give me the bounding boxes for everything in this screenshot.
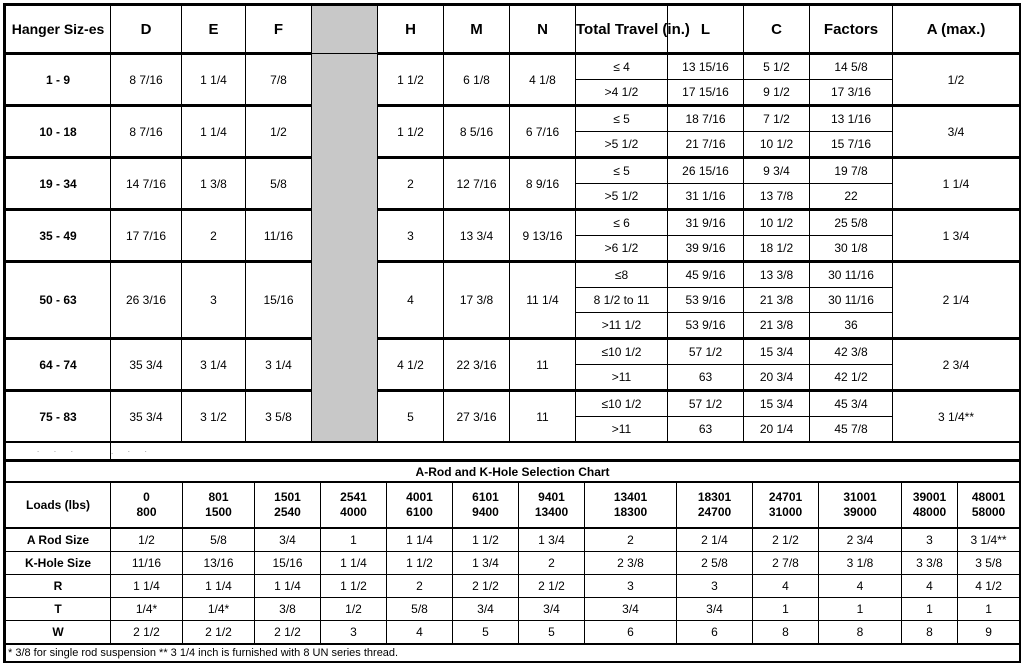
c-cell: 18 1/2 bbox=[744, 236, 810, 262]
selection-value-cell: 1 1/2 bbox=[321, 575, 387, 598]
c-cell: 21 3/8 bbox=[744, 313, 810, 339]
e-cell: 2 bbox=[182, 210, 246, 262]
factors-cell: 15 7/16 bbox=[810, 132, 893, 158]
total-travel-cell: ≤ 5 bbox=[576, 106, 668, 132]
m-cell: 8 5/16 bbox=[444, 106, 510, 158]
m-cell: 22 3/16 bbox=[444, 339, 510, 391]
selection-value-cell: 11/16 bbox=[111, 552, 183, 575]
load-range-cell bbox=[902, 482, 958, 528]
header-a-max: A (max.) bbox=[893, 6, 1020, 54]
selection-value-cell: 1 3/4 bbox=[519, 528, 585, 552]
selection-value-cell: 1/4* bbox=[111, 598, 183, 621]
selection-value-cell: 1 1/4 bbox=[183, 575, 255, 598]
h-cell: 5 bbox=[378, 391, 444, 443]
h-cell: 1 1/2 bbox=[378, 106, 444, 158]
selection-value-cell: 2 1/2 bbox=[111, 621, 183, 645]
spacer-cell-right: . · · bbox=[111, 442, 1020, 460]
total-travel-cell: >11 bbox=[576, 365, 668, 391]
selection-row-label: A Rod Size bbox=[6, 528, 111, 552]
selection-value-cell: 13/16 bbox=[183, 552, 255, 575]
loads-label: Loads (lbs) bbox=[6, 482, 111, 528]
load-range-cell bbox=[819, 482, 902, 528]
selection-value-cell: 2 5/8 bbox=[677, 552, 753, 575]
selection-value-cell: 2 bbox=[387, 575, 453, 598]
l-cell: 63 bbox=[668, 417, 744, 443]
c-cell: 7 1/2 bbox=[744, 106, 810, 132]
e-cell: 3 bbox=[182, 262, 246, 339]
l-cell: 53 9/16 bbox=[668, 288, 744, 313]
selection-value-cell: 2 7/8 bbox=[753, 552, 819, 575]
selection-chart-title: A-Rod and K-Hole Selection Chart bbox=[6, 462, 1020, 483]
selection-row-label: R bbox=[6, 575, 111, 598]
total-travel-cell: >5 1/2 bbox=[576, 184, 668, 210]
c-cell: 21 3/8 bbox=[744, 288, 810, 313]
load-range-max: 9400 bbox=[472, 505, 499, 519]
l-cell: 18 7/16 bbox=[668, 106, 744, 132]
header-f: F bbox=[246, 6, 312, 54]
selection-value-cell: 1 1/4 bbox=[321, 552, 387, 575]
l-cell: 39 9/16 bbox=[668, 236, 744, 262]
selection-value-cell: 3 5/8 bbox=[958, 552, 1020, 575]
header-blank-column bbox=[312, 6, 378, 54]
total-travel-cell: >5 1/2 bbox=[576, 132, 668, 158]
l-cell: 17 15/16 bbox=[668, 80, 744, 106]
selection-value-cell: 2 1/2 bbox=[519, 575, 585, 598]
total-travel-cell: ≤ 5 bbox=[576, 158, 668, 184]
selection-value-cell: 4 bbox=[753, 575, 819, 598]
selection-value-cell: 1 3/4 bbox=[453, 552, 519, 575]
load-range-max: 2540 bbox=[274, 505, 301, 519]
footnote-text: * 3/8 for single rod suspension ** 3 1/4 inch is furnished with 8 UN series thread. bbox=[6, 644, 1020, 662]
c-cell: 9 3/4 bbox=[744, 158, 810, 184]
total-travel-cell: ≤ 6 bbox=[576, 210, 668, 236]
selection-value-cell: 2 bbox=[519, 552, 585, 575]
l-cell: 57 1/2 bbox=[668, 339, 744, 365]
header-l: L bbox=[668, 6, 744, 54]
l-cell: 26 15/16 bbox=[668, 158, 744, 184]
factors-cell: 45 3/4 bbox=[810, 391, 893, 417]
selection-value-cell: 4 bbox=[819, 575, 902, 598]
a-max-cell: 3/4 bbox=[893, 106, 1020, 158]
hanger-row bbox=[6, 54, 1020, 80]
header-factors: Factors bbox=[810, 6, 893, 54]
d-cell: 17 7/16 bbox=[111, 210, 182, 262]
selection-value-cell: 5/8 bbox=[387, 598, 453, 621]
load-range-min: 24701 bbox=[768, 490, 803, 504]
factors-cell: 22 bbox=[810, 184, 893, 210]
factors-cell: 19 7/8 bbox=[810, 158, 893, 184]
d-cell: 8 7/16 bbox=[111, 54, 182, 106]
selection-value-cell: 1/2 bbox=[321, 598, 387, 621]
m-cell: 13 3/4 bbox=[444, 210, 510, 262]
selection-value-cell: 8 bbox=[753, 621, 819, 645]
load-range-cell bbox=[677, 482, 753, 528]
total-travel-cell: 8 1/2 to 11 bbox=[576, 288, 668, 313]
load-range-cell bbox=[453, 482, 519, 528]
e-cell: 1 1/4 bbox=[182, 106, 246, 158]
f-cell: 15/16 bbox=[246, 262, 312, 339]
c-cell: 5 1/2 bbox=[744, 54, 810, 80]
load-range-min: 39001 bbox=[912, 490, 947, 504]
n-cell: 4 1/8 bbox=[510, 54, 576, 106]
h-cell: 2 bbox=[378, 158, 444, 210]
load-range-max: 39000 bbox=[843, 505, 877, 519]
a-max-cell: 1/2 bbox=[893, 54, 1020, 106]
selection-chart-title-row bbox=[6, 462, 1020, 483]
selection-value-cell: 6 bbox=[585, 621, 677, 645]
factors-cell: 36 bbox=[810, 313, 893, 339]
l-cell: 31 9/16 bbox=[668, 210, 744, 236]
load-range-cell bbox=[585, 482, 677, 528]
f-cell: 5/8 bbox=[246, 158, 312, 210]
footnote-row bbox=[6, 644, 1020, 662]
load-range-max: 58000 bbox=[971, 505, 1006, 519]
loads-row bbox=[6, 482, 1020, 528]
factors-cell: 13 1/16 bbox=[810, 106, 893, 132]
e-cell: 3 1/2 bbox=[182, 391, 246, 443]
load-range-cell bbox=[111, 482, 183, 528]
selection-value-cell: 3/8 bbox=[255, 598, 321, 621]
selection-value-cell: 3 1/8 bbox=[819, 552, 902, 575]
c-cell: 20 1/4 bbox=[744, 417, 810, 443]
total-travel-cell: >6 1/2 bbox=[576, 236, 668, 262]
selection-value-cell: 15/16 bbox=[255, 552, 321, 575]
selection-value-cell: 5 bbox=[453, 621, 519, 645]
h-cell: 1 1/2 bbox=[378, 54, 444, 106]
selection-value-cell: 1 bbox=[819, 598, 902, 621]
d-cell: 8 7/16 bbox=[111, 106, 182, 158]
selection-row bbox=[6, 598, 1020, 621]
load-range-max: 6100 bbox=[406, 505, 433, 519]
selection-value-cell: 2 3/4 bbox=[819, 528, 902, 552]
n-cell: 11 bbox=[510, 339, 576, 391]
hanger-size-cell: 1 - 9 bbox=[6, 54, 111, 106]
hanger-row bbox=[6, 339, 1020, 365]
header-total-travel: Total Travel (in.) bbox=[576, 6, 668, 54]
header-hanger-size: Hanger Siz-es bbox=[6, 6, 111, 54]
selection-value-cell: 1 bbox=[902, 598, 958, 621]
selection-value-cell: 2 1/2 bbox=[453, 575, 519, 598]
selection-value-cell: 1/4* bbox=[183, 598, 255, 621]
e-cell: 1 1/4 bbox=[182, 54, 246, 106]
selection-value-cell: 4 bbox=[387, 621, 453, 645]
selection-value-cell: 3 bbox=[902, 528, 958, 552]
header-n: N bbox=[510, 6, 576, 54]
factors-cell: 30 1/8 bbox=[810, 236, 893, 262]
load-range-min: 0 bbox=[143, 490, 150, 504]
selection-value-cell: 6 bbox=[677, 621, 753, 645]
selection-value-cell: 3/4 bbox=[453, 598, 519, 621]
selection-value-cell: 5/8 bbox=[183, 528, 255, 552]
f-cell: 3 5/8 bbox=[246, 391, 312, 443]
selection-row bbox=[6, 575, 1020, 598]
d-cell: 35 3/4 bbox=[111, 339, 182, 391]
load-range-min: 6101 bbox=[472, 490, 499, 504]
selection-value-cell: 3 3/8 bbox=[902, 552, 958, 575]
selection-value-cell: 1 1/4 bbox=[255, 575, 321, 598]
c-cell: 9 1/2 bbox=[744, 80, 810, 106]
l-cell: 31 1/16 bbox=[668, 184, 744, 210]
load-range-cell bbox=[958, 482, 1020, 528]
h-cell: 4 bbox=[378, 262, 444, 339]
m-cell: 12 7/16 bbox=[444, 158, 510, 210]
f-cell: 3 1/4 bbox=[246, 339, 312, 391]
selection-row-label: W bbox=[6, 621, 111, 645]
c-cell: 15 3/4 bbox=[744, 339, 810, 365]
c-cell: 20 3/4 bbox=[744, 365, 810, 391]
load-range-cell bbox=[255, 482, 321, 528]
hanger-dimensions-table bbox=[5, 5, 1020, 461]
factors-cell: 25 5/8 bbox=[810, 210, 893, 236]
blank-gray-column bbox=[312, 54, 378, 443]
a-max-cell: 3 1/4** bbox=[893, 391, 1020, 443]
factors-cell: 17 3/16 bbox=[810, 80, 893, 106]
hanger-row bbox=[6, 158, 1020, 184]
n-cell: 8 9/16 bbox=[510, 158, 576, 210]
selection-value-cell: 9 bbox=[958, 621, 1020, 645]
blank-spacer-row bbox=[6, 442, 1020, 460]
hanger-row bbox=[6, 391, 1020, 417]
selection-value-cell: 1 1/4 bbox=[387, 528, 453, 552]
l-cell: 57 1/2 bbox=[668, 391, 744, 417]
hanger-size-cell: 35 - 49 bbox=[6, 210, 111, 262]
factors-cell: 42 3/8 bbox=[810, 339, 893, 365]
load-range-cell bbox=[321, 482, 387, 528]
hanger-row bbox=[6, 210, 1020, 236]
selection-value-cell: 2 1/2 bbox=[183, 621, 255, 645]
c-cell: 15 3/4 bbox=[744, 391, 810, 417]
f-cell: 7/8 bbox=[246, 54, 312, 106]
f-cell: 1/2 bbox=[246, 106, 312, 158]
factors-cell: 30 11/16 bbox=[810, 288, 893, 313]
m-cell: 6 1/8 bbox=[444, 54, 510, 106]
l-cell: 45 9/16 bbox=[668, 262, 744, 288]
l-cell: 63 bbox=[668, 365, 744, 391]
h-cell: 4 1/2 bbox=[378, 339, 444, 391]
a-max-cell: 1 3/4 bbox=[893, 210, 1020, 262]
selection-value-cell: 3/4 bbox=[585, 598, 677, 621]
hanger-dimension-sheet bbox=[3, 3, 1021, 663]
m-cell: 27 3/16 bbox=[444, 391, 510, 443]
load-range-min: 31001 bbox=[843, 490, 877, 504]
d-cell: 14 7/16 bbox=[111, 158, 182, 210]
selection-value-cell: 8 bbox=[902, 621, 958, 645]
selection-value-cell: 8 bbox=[819, 621, 902, 645]
selection-value-cell: 3 bbox=[585, 575, 677, 598]
header-d: D bbox=[111, 6, 182, 54]
hanger-size-cell: 64 - 74 bbox=[6, 339, 111, 391]
load-range-min: 1501 bbox=[274, 490, 301, 504]
d-cell: 26 3/16 bbox=[111, 262, 182, 339]
hanger-size-cell: 50 - 63 bbox=[6, 262, 111, 339]
load-range-min: 48001 bbox=[971, 490, 1006, 504]
f-cell: 11/16 bbox=[246, 210, 312, 262]
header-c: C bbox=[744, 6, 810, 54]
header-m: M bbox=[444, 6, 510, 54]
selection-value-cell: 3/4 bbox=[519, 598, 585, 621]
factors-cell: 42 1/2 bbox=[810, 365, 893, 391]
selection-row bbox=[6, 528, 1020, 552]
selection-value-cell: 3 1/4** bbox=[958, 528, 1020, 552]
factors-cell: 45 7/8 bbox=[810, 417, 893, 443]
load-range-max: 4000 bbox=[340, 505, 367, 519]
selection-value-cell: 1/2 bbox=[111, 528, 183, 552]
total-travel-cell: >11 1/2 bbox=[576, 313, 668, 339]
selection-row-label: T bbox=[6, 598, 111, 621]
selection-value-cell: 1 1/2 bbox=[453, 528, 519, 552]
selection-row-label: K-Hole Size bbox=[6, 552, 111, 575]
c-cell: 10 1/2 bbox=[744, 210, 810, 236]
selection-value-cell: 2 1/4 bbox=[677, 528, 753, 552]
a-max-cell: 2 1/4 bbox=[893, 262, 1020, 339]
load-range-min: 18301 bbox=[697, 490, 732, 504]
load-range-min: 13401 bbox=[613, 490, 648, 504]
total-travel-cell: ≤8 bbox=[576, 262, 668, 288]
l-cell: 21 7/16 bbox=[668, 132, 744, 158]
c-cell: 13 7/8 bbox=[744, 184, 810, 210]
total-travel-cell: ≤10 1/2 bbox=[576, 339, 668, 365]
selection-value-cell: 3/4 bbox=[677, 598, 753, 621]
factors-cell: 14 5/8 bbox=[810, 54, 893, 80]
total-travel-cell: ≤ 4 bbox=[576, 54, 668, 80]
total-travel-cell: >11 bbox=[576, 417, 668, 443]
selection-value-cell: 2 bbox=[585, 528, 677, 552]
load-range-min: 801 bbox=[208, 490, 229, 504]
load-range-min: 9401 bbox=[538, 490, 565, 504]
hanger-size-cell: 10 - 18 bbox=[6, 106, 111, 158]
selection-value-cell: 5 bbox=[519, 621, 585, 645]
total-travel-cell: >4 1/2 bbox=[576, 80, 668, 106]
selection-value-cell: 1 1/4 bbox=[111, 575, 183, 598]
hanger-size-cell: 75 - 83 bbox=[6, 391, 111, 443]
hanger-size-cell: 19 - 34 bbox=[6, 158, 111, 210]
load-range-min: 2541 bbox=[340, 490, 367, 504]
total-travel-cell: ≤10 1/2 bbox=[576, 391, 668, 417]
n-cell: 6 7/16 bbox=[510, 106, 576, 158]
l-cell: 13 15/16 bbox=[668, 54, 744, 80]
load-range-max: 1500 bbox=[205, 505, 232, 519]
a-max-cell: 1 1/4 bbox=[893, 158, 1020, 210]
selection-value-cell: 3/4 bbox=[255, 528, 321, 552]
load-range-max: 31000 bbox=[768, 505, 803, 519]
n-cell: 11 1/4 bbox=[510, 262, 576, 339]
selection-row bbox=[6, 621, 1020, 645]
l-cell: 53 9/16 bbox=[668, 313, 744, 339]
c-cell: 10 1/2 bbox=[744, 132, 810, 158]
selection-row bbox=[6, 552, 1020, 575]
load-range-max: 24700 bbox=[697, 505, 732, 519]
load-range-cell bbox=[387, 482, 453, 528]
selection-value-cell: 1 bbox=[753, 598, 819, 621]
hanger-row bbox=[6, 262, 1020, 288]
factors-cell: 30 11/16 bbox=[810, 262, 893, 288]
c-cell: 13 3/8 bbox=[744, 262, 810, 288]
load-range-cell bbox=[183, 482, 255, 528]
header-h: H bbox=[378, 6, 444, 54]
selection-value-cell: 4 1/2 bbox=[958, 575, 1020, 598]
load-range-cell bbox=[519, 482, 585, 528]
spacer-cell-left: · · · bbox=[6, 442, 111, 460]
selection-value-cell: 3 bbox=[677, 575, 753, 598]
selection-value-cell: 2 3/8 bbox=[585, 552, 677, 575]
n-cell: 9 13/16 bbox=[510, 210, 576, 262]
d-cell: 35 3/4 bbox=[111, 391, 182, 443]
selection-value-cell: 2 1/2 bbox=[753, 528, 819, 552]
hanger-row bbox=[6, 106, 1020, 132]
h-cell: 3 bbox=[378, 210, 444, 262]
e-cell: 1 3/8 bbox=[182, 158, 246, 210]
load-range-max: 800 bbox=[136, 505, 157, 519]
load-range-max: 48000 bbox=[912, 505, 947, 519]
a-rod-k-hole-selection-table bbox=[5, 461, 1020, 662]
a-max-cell: 2 3/4 bbox=[893, 339, 1020, 391]
load-range-max: 18300 bbox=[613, 505, 648, 519]
selection-value-cell: 3 bbox=[321, 621, 387, 645]
e-cell: 3 1/4 bbox=[182, 339, 246, 391]
m-cell: 17 3/8 bbox=[444, 262, 510, 339]
header-row bbox=[6, 6, 1020, 54]
load-range-min: 4001 bbox=[406, 490, 433, 504]
selection-value-cell: 1 bbox=[321, 528, 387, 552]
selection-value-cell: 1 1/2 bbox=[387, 552, 453, 575]
header-e: E bbox=[182, 6, 246, 54]
selection-value-cell: 1 bbox=[958, 598, 1020, 621]
selection-value-cell: 2 1/2 bbox=[255, 621, 321, 645]
load-range-max: 13400 bbox=[534, 505, 569, 519]
load-range-cell bbox=[753, 482, 819, 528]
selection-value-cell: 4 bbox=[902, 575, 958, 598]
n-cell: 11 bbox=[510, 391, 576, 443]
